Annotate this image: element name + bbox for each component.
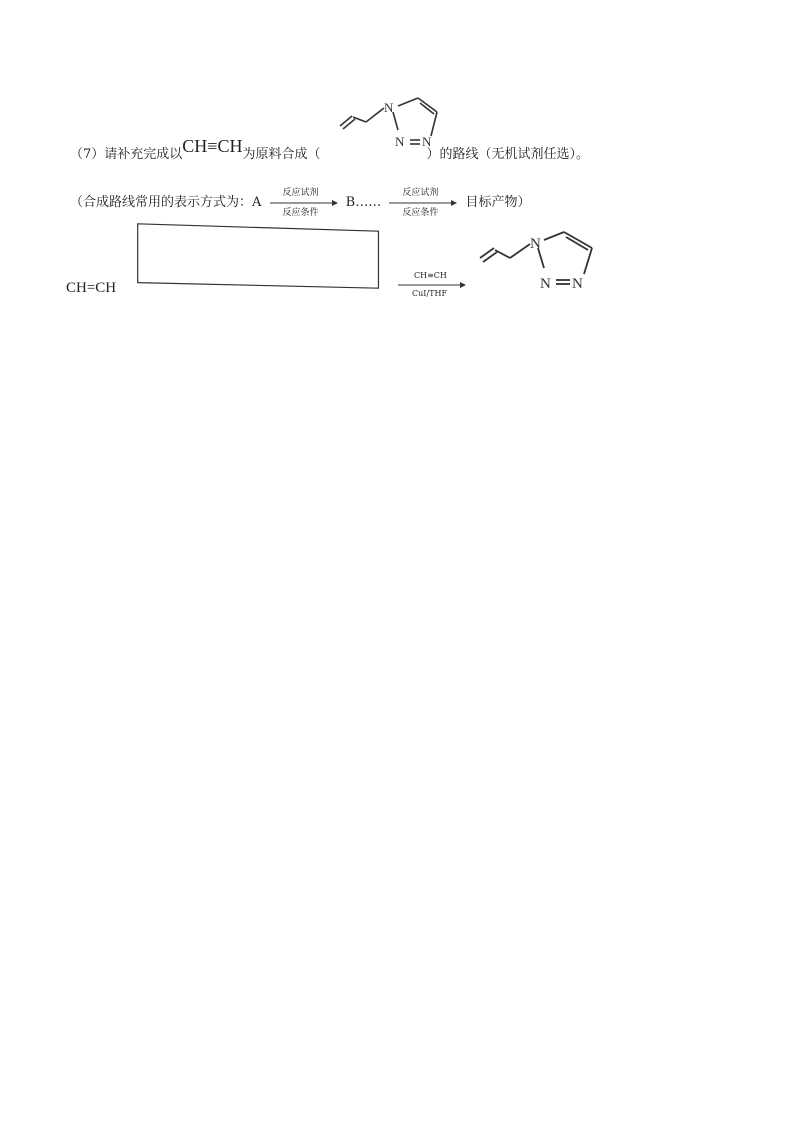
condition-label-2: 反应条件 [402, 207, 439, 218]
target-label: 目标产物） [465, 195, 531, 210]
answer-box[interactable] [127, 222, 391, 290]
question-prefix: （7）请补充完成以 [70, 147, 183, 162]
raw-material-formula: CH≡CH [182, 136, 243, 156]
atom-n1-small: N [384, 100, 394, 115]
question-middle: 为原料合成（ [242, 147, 321, 162]
atom-n2-small: N [395, 134, 405, 149]
condition-label-1: 反应条件 [282, 207, 319, 218]
target-molecule-small [336, 92, 456, 162]
target-molecule-large [476, 224, 606, 300]
atom-n3-small: N [422, 134, 432, 149]
atom-n2-large: N [540, 276, 551, 292]
intermediate-b: B…… [345, 195, 382, 210]
reagent-label-2: 反应试剂 [402, 187, 439, 198]
format-arrow-1 [268, 187, 340, 218]
question-7-line [70, 136, 589, 163]
route-format-line [70, 187, 531, 218]
route-reagent-top: CH≡CH [414, 271, 447, 280]
atom-n3-large: N [572, 276, 583, 292]
reagent-label-1: 反应试剂 [282, 187, 319, 198]
format-arrow-2 [387, 187, 459, 218]
question-suffix: ）的路线（无机试剂任选）。 [426, 147, 589, 162]
route-start-material: CH=CH [66, 280, 117, 296]
route-reagent-bottom: CuI/THF [412, 289, 447, 298]
atom-n1-large: N [530, 236, 541, 252]
format-prefix: （合成路线常用的表示方式为：A [70, 195, 262, 210]
